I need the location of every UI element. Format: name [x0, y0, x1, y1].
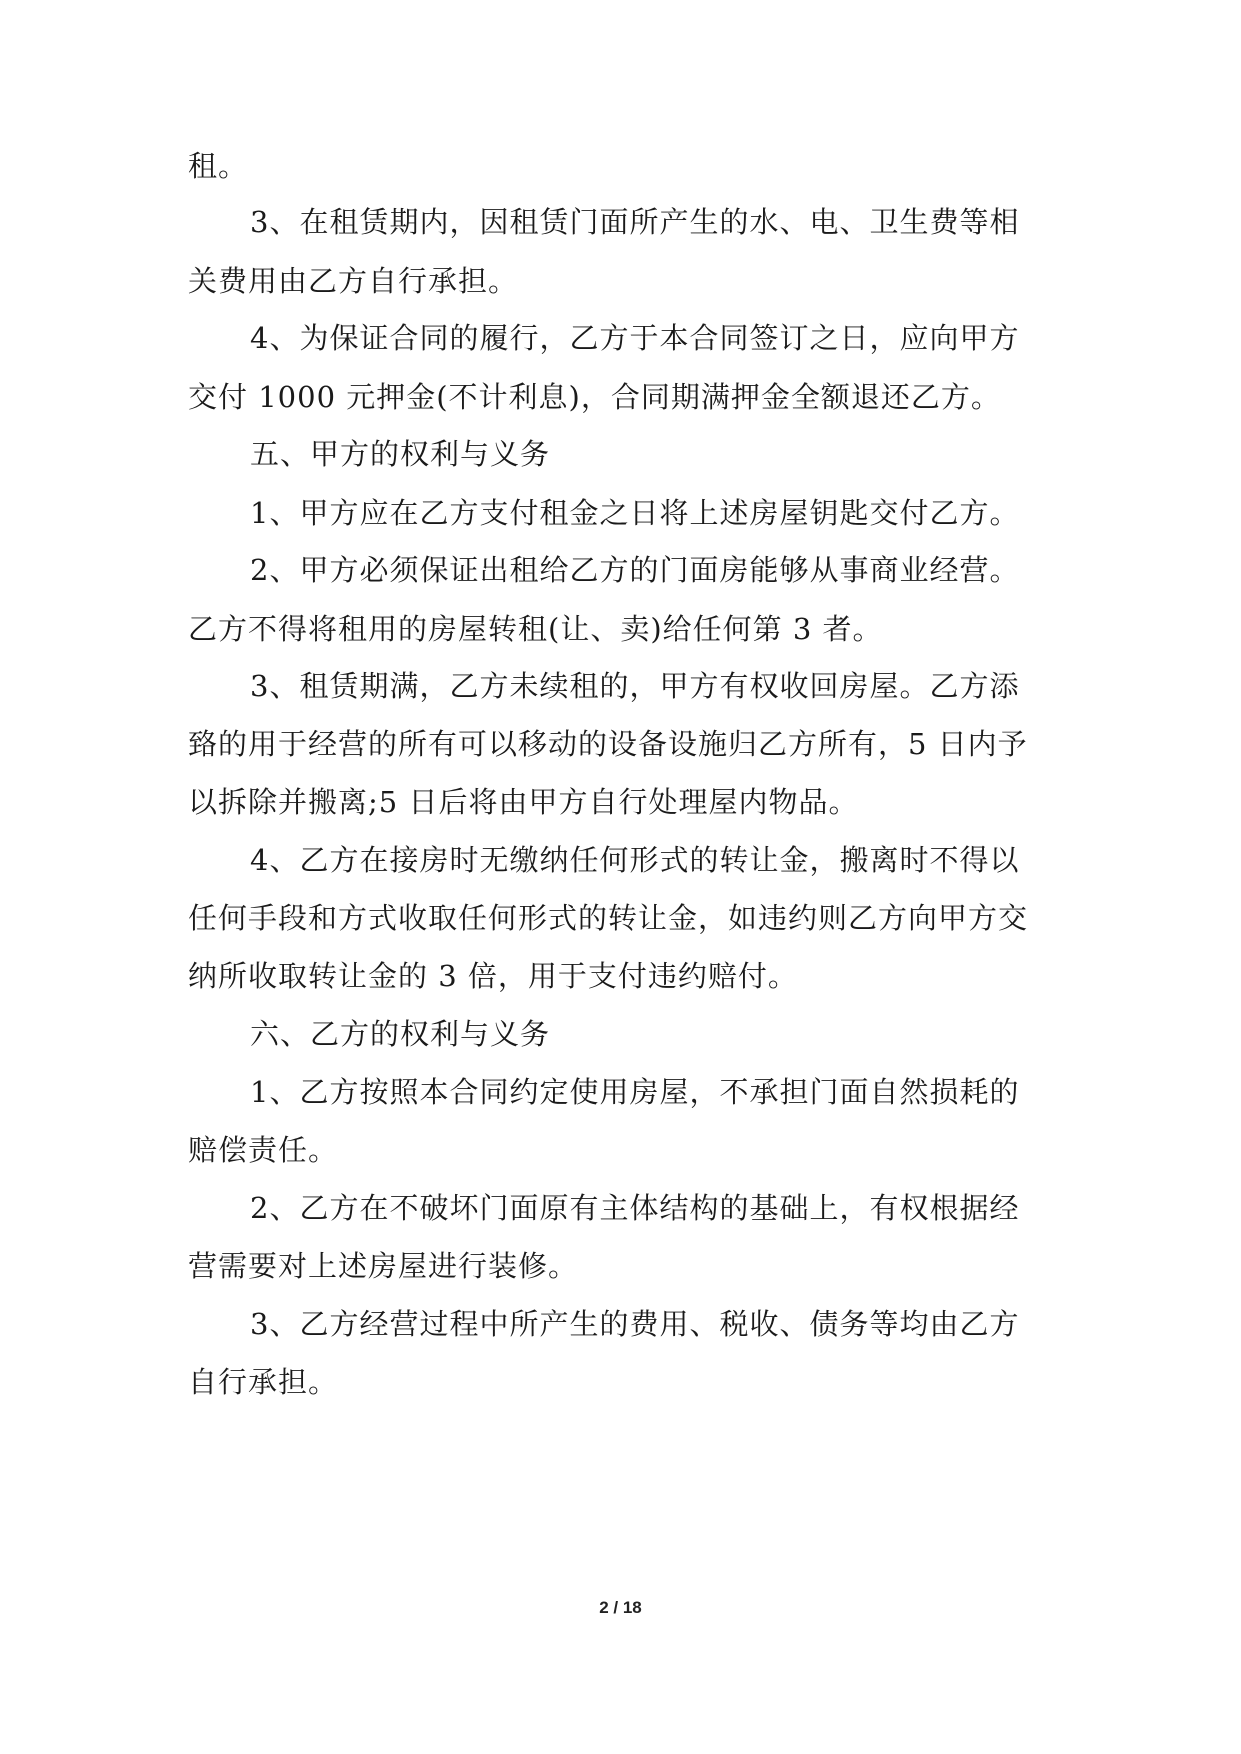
text-line: 任何手段和方式收取任何形式的转让金，如违约则乙方向甲方交	[188, 901, 1029, 935]
text-line: 关费用由乙方自行承担。	[188, 264, 519, 298]
text-line: 以拆除并搬离;5 日后将由甲方自行处理屋内物品。	[188, 785, 859, 819]
text-line: 2、乙方在不破坏门面原有主体结构的基础上，有权根据经	[250, 1191, 1020, 1225]
page-number: 2 / 18	[599, 1598, 642, 1617]
text-line: 自行承担。	[188, 1365, 339, 1399]
text-line: 赔偿责任。	[188, 1133, 339, 1167]
text-line: 租。	[188, 149, 249, 183]
text-line: 1、甲方应在乙方支付租金之日将上述房屋钥匙交付乙方。	[250, 496, 1020, 530]
text-line: 4、为保证合同的履行，乙方于本合同签订之日，应向甲方	[250, 321, 1020, 355]
text-line: 2、甲方必须保证出租给乙方的门面房能够从事商业经营。	[250, 553, 1020, 587]
text-line: 4、乙方在接房时无缴纳任何形式的转让金，搬离时不得以	[250, 843, 1020, 877]
text-line: 1、乙方按照本合同约定使用房屋，不承担门面自然损耗的	[250, 1075, 1020, 1109]
text-line: 纳所收取转让金的 3 倍，用于支付违约赔付。	[188, 959, 798, 993]
text-line: 交付 1000 元押金(不计利息)，合同期满押金全额退还乙方。	[188, 380, 1001, 414]
text-line: 营需要对上述房屋进行装修。	[188, 1249, 579, 1283]
section-heading: 六、乙方的权利与义务	[250, 1017, 551, 1051]
text-line: 乙方不得将租用的房屋转租(让、卖)给任何第 3 者。	[188, 612, 883, 646]
text-line: 3、在租赁期内，因租赁门面所产生的水、电、卫生费等相	[250, 205, 1020, 239]
section-heading: 五、甲方的权利与义务	[250, 437, 551, 471]
text-line: 3、乙方经营过程中所产生的费用、税收、债务等均由乙方	[250, 1307, 1020, 1341]
text-line: 3、租赁期满，乙方未续租的，甲方有权收回房屋。乙方添	[250, 669, 1020, 703]
text-line: 臵的用于经营的所有可以移动的设备设施归乙方所有，5 日内予	[188, 727, 1028, 761]
